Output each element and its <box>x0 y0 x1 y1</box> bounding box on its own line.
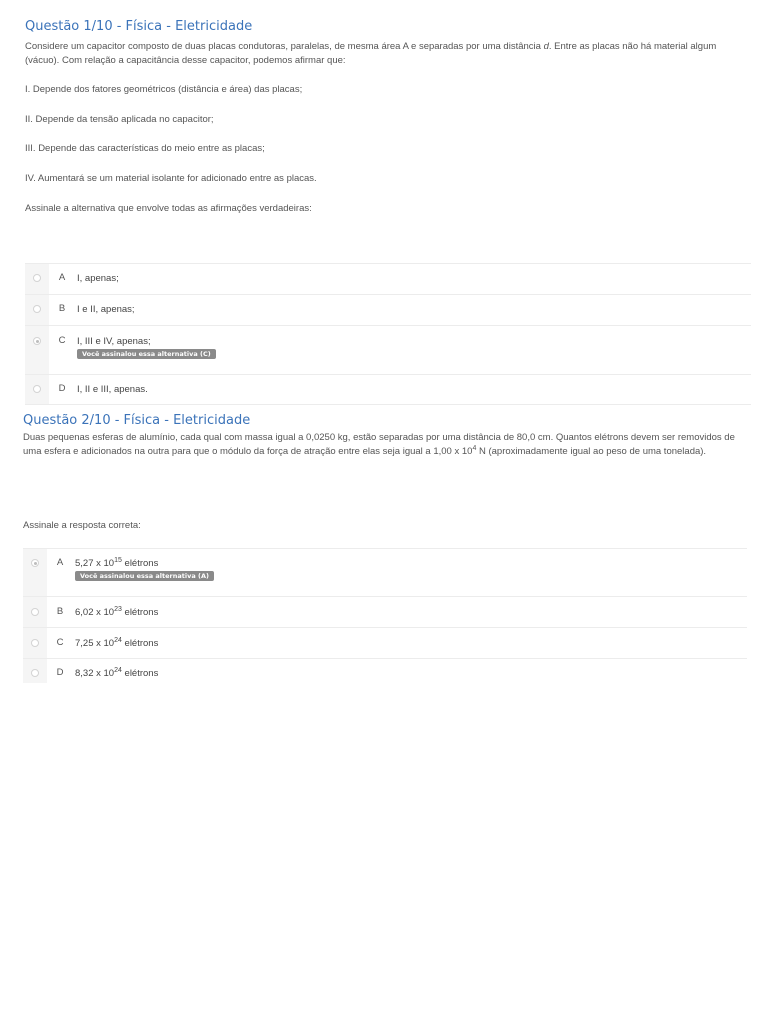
exponent: 24 <box>114 637 122 644</box>
radio-cell <box>23 597 47 627</box>
option-d[interactable] <box>23 659 747 683</box>
question-1-intro: Considere um capacitor composto de duas placas condutoras, paralelas, de mesma área A e separadas por uma distância d. Entre as placas não há material algum (vácuo). Com relação a capacitância desse capacitor, podemos afirmar que: <box>25 41 717 66</box>
option-letter: C <box>58 335 66 346</box>
option-text: I, III e IV, apenas; <box>77 336 151 347</box>
radio-button-d[interactable] <box>33 385 41 393</box>
statement-item-1: I. Depende dos fatores geométricos (distância e área) das placas; <box>25 84 303 95</box>
radio-cell <box>23 659 47 683</box>
exponent: 24 <box>114 667 122 674</box>
option-text: I e II, apenas; <box>77 304 135 315</box>
question-1-statement <box>25 40 751 68</box>
option-body <box>71 375 148 404</box>
option-body <box>71 326 216 374</box>
option-c[interactable] <box>25 326 751 375</box>
option-text: 5,27 x $10^{15}$ elétrons <box>75 557 159 569</box>
option-letter: B <box>56 606 64 617</box>
statement-item-4: IV. Aumentará se um material isolante for adicionado entre as placas. <box>25 173 317 184</box>
radio-button-b[interactable] <box>31 608 39 616</box>
selected-answer-badge: Você assinalou essa alternativa (C) <box>77 349 216 359</box>
distance-variable: d <box>543 41 549 52</box>
option-a[interactable] <box>23 549 747 597</box>
question-1-title: Questão 1/10 - Física - Eletricidade <box>25 19 253 34</box>
radio-button-b[interactable] <box>33 305 41 313</box>
option-letter: A <box>58 272 66 283</box>
question-2-options <box>23 548 747 683</box>
option-body <box>71 264 119 294</box>
radio-cell <box>23 549 47 596</box>
option-text: 6,02 x $10^{23}$ elétrons <box>75 606 159 618</box>
radio-button-c[interactable] <box>31 639 39 647</box>
option-text: 8,32 x $10^{24}$ elétrons <box>75 667 159 679</box>
option-letter: A <box>56 557 64 568</box>
selected-answer-badge: Você assinalou essa alternativa (A) <box>75 571 214 581</box>
radio-cell <box>25 264 49 294</box>
option-body <box>69 549 214 596</box>
exponent: 4 <box>472 445 477 452</box>
option-letter: D <box>58 383 66 394</box>
exponent: 15 <box>114 557 122 564</box>
option-body <box>69 597 158 627</box>
radio-cell <box>25 295 49 325</box>
option-letter: B <box>58 303 66 314</box>
question-2-statement <box>23 431 751 459</box>
question-2-instruction: Assinale a resposta correta: <box>23 520 141 531</box>
radio-button-a[interactable] <box>33 274 41 282</box>
radio-cell <box>25 375 49 404</box>
question-2-title: Questão 2/10 - Física - Eletricidade <box>23 413 251 428</box>
exponent: 23 <box>114 606 122 613</box>
option-body <box>71 295 135 325</box>
radio-button-a-selected[interactable] <box>31 559 39 567</box>
radio-cell <box>23 628 47 658</box>
option-text: I, II e III, apenas. <box>77 384 148 395</box>
option-b[interactable] <box>23 597 747 628</box>
option-d[interactable] <box>25 375 751 405</box>
option-a[interactable] <box>25 264 751 295</box>
option-c[interactable] <box>23 628 747 659</box>
statement-item-2: II. Depende da tensão aplicada no capacitor; <box>25 114 214 125</box>
option-body <box>69 659 158 683</box>
option-body <box>69 628 158 658</box>
option-text: I, apenas; <box>77 273 119 284</box>
question-1-options <box>25 263 751 405</box>
option-letter: D <box>56 667 64 678</box>
option-b[interactable] <box>25 295 751 326</box>
statement-item-3: III. Depende das características do meio entre as placas; <box>25 143 265 154</box>
radio-button-c-selected[interactable] <box>33 337 41 345</box>
radio-cell <box>25 326 49 374</box>
radio-button-d[interactable] <box>31 669 39 677</box>
option-letter: C <box>56 637 64 648</box>
question-1-instruction: Assinale a alternativa que envolve todas as afirmações verdadeiras: <box>25 203 312 214</box>
option-text: 7,25 x $10^{24}$ elétrons <box>75 637 159 649</box>
question-2-intro: Duas pequenas esferas de alumínio, cada qual com massa igual a 0,0250 kg, estão separadas por uma distância de 80,0 cm. Quantos elétrons devem ser removidos de uma esfera e adicionados na outra para que o módulo da força de atração entre elas seja igual a 1,00 x $10^4$ N (aproximadamente igual ao peso de uma tonelada). <box>23 432 735 457</box>
